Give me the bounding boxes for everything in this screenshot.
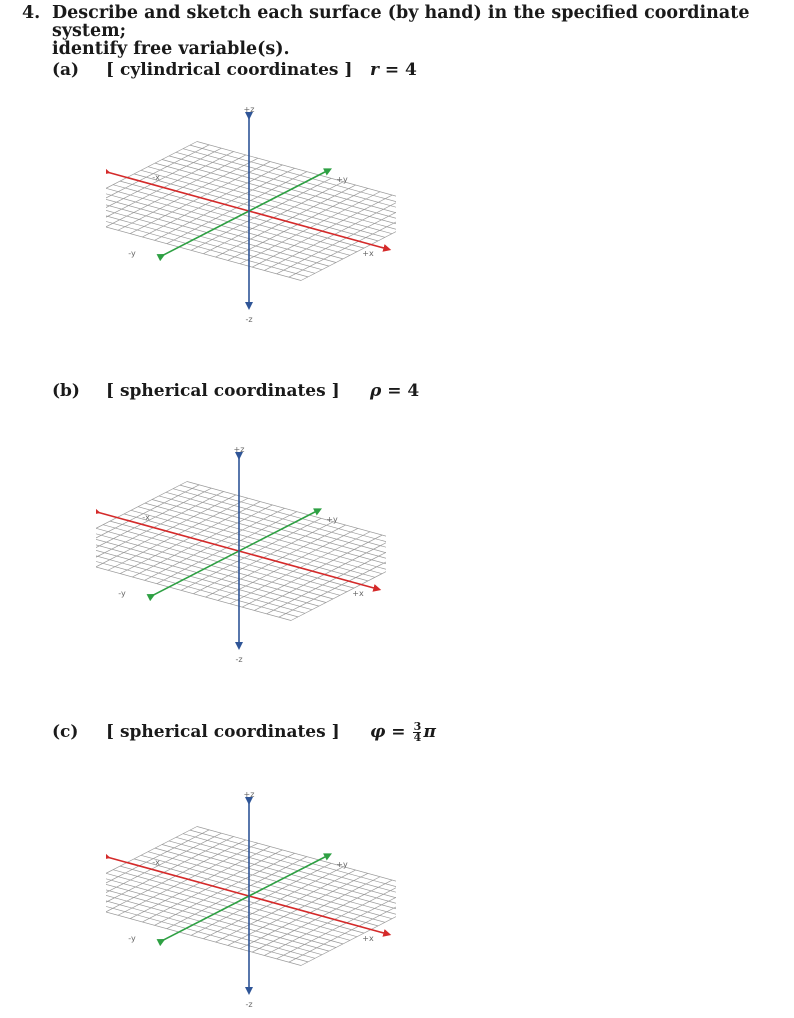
label-pos-z: +z <box>233 445 245 454</box>
label-neg-y: -y <box>128 249 136 258</box>
label-pos-z: +z <box>243 790 255 799</box>
axes-diagram-c <box>106 785 396 1015</box>
label-neg-y: -y <box>118 589 126 598</box>
grid-line <box>106 881 336 948</box>
question-header <box>22 4 762 58</box>
question-number: 4. <box>22 3 41 23</box>
grid-line <box>96 536 326 603</box>
label-neg-x: -x <box>142 513 150 522</box>
label-pos-y: +y <box>326 515 338 524</box>
label-neg-z: -z <box>245 1000 253 1009</box>
grid-line <box>106 196 336 263</box>
part-b-equation <box>370 381 419 401</box>
part-a-equation-rest: = 4 <box>378 60 417 80</box>
part-a-coordinate-system: [ cylindrical coordinates ] <box>106 60 353 80</box>
question-prompt-line-2: identify free variable(s). <box>52 39 290 59</box>
part-c-row <box>52 722 652 746</box>
label-neg-x: -x <box>152 173 160 182</box>
y-axis-line <box>164 169 331 255</box>
axes-svg <box>96 440 386 670</box>
label-pos-x: +x <box>362 934 374 943</box>
part-b-label: (b) <box>52 381 80 401</box>
part-c-label: (c) <box>52 722 79 742</box>
axes-svg <box>106 785 396 1015</box>
label-neg-z: -z <box>235 655 243 664</box>
axes-diagram-a <box>106 100 396 330</box>
grid-line <box>106 206 315 273</box>
grid-line <box>197 827 396 894</box>
part-c-equation-rest: = <box>385 722 412 742</box>
part-a-row <box>52 60 652 84</box>
grid-line <box>96 554 291 621</box>
part-a-equation <box>370 60 417 80</box>
axes-svg <box>106 100 396 330</box>
label-neg-z: -z <box>245 315 253 324</box>
part-c-variable: φ <box>370 722 386 742</box>
grid-line <box>289 890 396 962</box>
label-pos-z: +z <box>243 105 255 114</box>
grid-line <box>197 142 396 209</box>
part-a-variable: r <box>370 60 379 80</box>
part-b-variable: ρ <box>370 381 382 401</box>
part-c-fraction <box>413 722 421 743</box>
grid-line <box>106 891 315 958</box>
part-c-equation <box>370 722 436 743</box>
label-neg-x: -x <box>152 858 160 867</box>
grid-line <box>106 899 301 966</box>
axes-diagram-b <box>96 440 386 670</box>
y-axis-line <box>154 509 321 595</box>
part-c-fraction-numerator: 3 <box>413 720 422 733</box>
label-pos-y: +y <box>336 175 348 184</box>
y-axis-line <box>164 854 331 940</box>
label-neg-y: -y <box>128 934 136 943</box>
label-pos-x: +x <box>352 589 364 598</box>
grid-line <box>279 545 386 617</box>
part-b-coordinate-system: [ spherical coordinates ] <box>106 381 340 401</box>
part-c-fraction-denominator: 4 <box>413 731 422 744</box>
part-b-row <box>52 381 652 405</box>
part-a-label: (a) <box>52 60 80 80</box>
part-c-pi: π <box>423 722 436 742</box>
label-pos-y: +y <box>336 860 348 869</box>
grid-line <box>289 205 396 277</box>
grid-line <box>96 546 305 613</box>
part-b-equation-rest: = 4 <box>381 381 420 401</box>
label-pos-x: +x <box>362 249 374 258</box>
question-prompt-line-1: Describe and sketch each surface (by hand) in the specified coordinate system; <box>52 3 750 41</box>
part-c-coordinate-system: [ spherical coordinates ] <box>106 722 340 742</box>
grid-line <box>187 482 386 549</box>
grid-line <box>106 214 301 281</box>
